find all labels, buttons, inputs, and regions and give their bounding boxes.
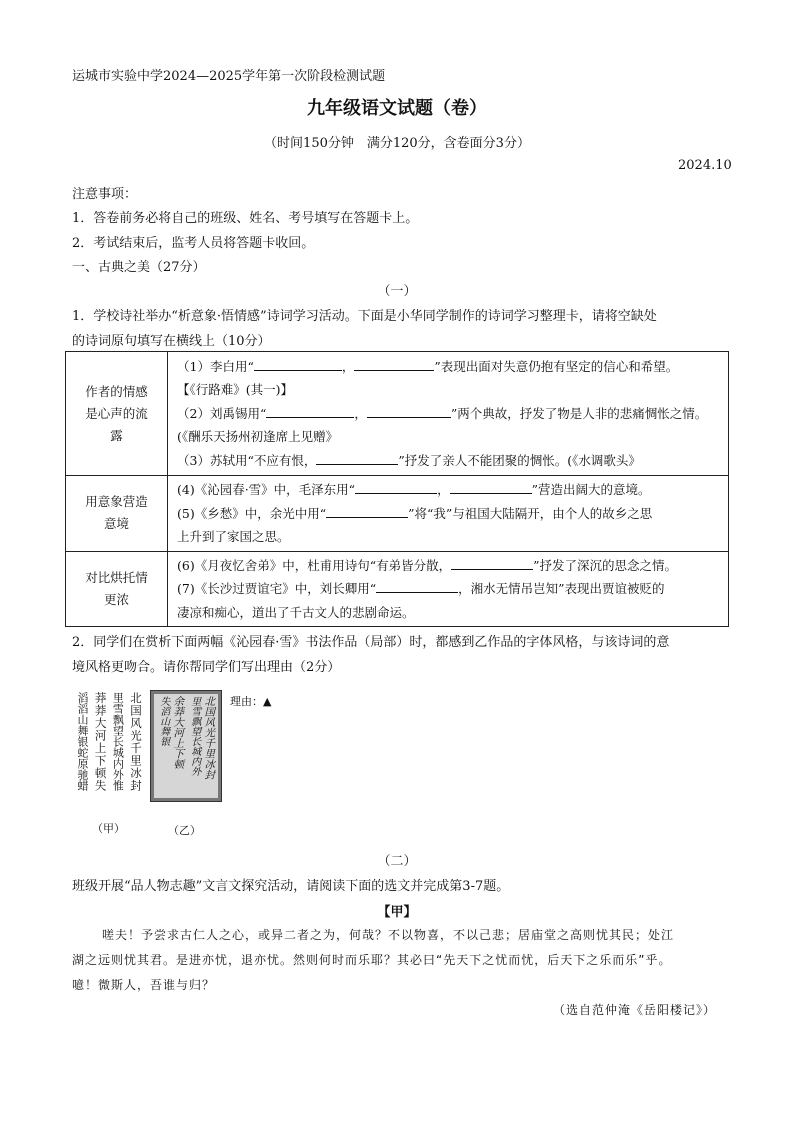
poetry-study-card — [65, 351, 729, 627]
answer-blank[interactable] — [367, 405, 451, 418]
part-label: （一） — [377, 284, 417, 299]
passage-line: 噫！微斯人，吾谁与归？ — [72, 978, 216, 992]
card-line: 凄凉和痴心，道出了千古文人的悲剧命运。 — [177, 604, 415, 620]
answer-blank[interactable] — [355, 481, 437, 494]
calligraphy-caption-a: （甲） — [92, 822, 125, 835]
part-label: （二） — [377, 854, 417, 869]
section-heading: 一、古典之美（27分） — [72, 260, 206, 275]
answer-blank[interactable] — [326, 505, 408, 518]
card-category — [66, 352, 168, 476]
exam-subtitle: （时间150分钟 满分120分，含卷面分3分） — [264, 136, 530, 151]
category-text: 是心声的流 — [85, 405, 148, 421]
school-exam-line: 运城市实验中学2024—2025学年第一次阶段检测试题 — [72, 69, 386, 84]
answer-blank[interactable] — [316, 452, 398, 465]
calligraphy-column: 失滔山舞银 — [157, 696, 169, 746]
passage-label: 【甲】 — [377, 905, 417, 920]
card-line: （2）刘禹锡用“ ， ”两个典故，抒发了物是人非的悲痛惆怅之情。 — [177, 405, 708, 421]
exam-date: 2024.10 — [678, 158, 732, 173]
page-title: 九年级语文试题（卷） — [307, 98, 487, 119]
category-text: 用意象营造 — [85, 494, 148, 510]
card-content — [168, 551, 729, 627]
question-1-text: 1．学校诗社举办“析意象·悟情感”诗词学习活动。下面是小华同学制作的诗词学习整理卡，请将空缺处 — [72, 309, 657, 324]
calligraphy-caption-b: （乙） — [168, 824, 201, 837]
card-row — [66, 551, 729, 627]
calligraphy-column: 余莽大河上下顿 — [172, 696, 185, 770]
card-line: （3）苏轼用“不应有恨， ”抒发了亲人不能团聚的惆怅。(《水调歌头》 — [177, 452, 641, 468]
card-line: (4)《沁园春·雪》中，毛泽东用“ ， ”营造出阔大的意境。 — [177, 482, 651, 497]
card-line: (7)《长沙过贾谊宅》中，刘长卿用“ ，湘水无情吊岂知”表现出贾谊被贬的 — [177, 581, 665, 596]
calligraphy-column: 北国风光千里冰封 — [128, 692, 143, 792]
answer-blank[interactable] — [376, 580, 458, 593]
answer-blank[interactable] — [266, 405, 354, 418]
card-line: 【《行路难》(其一)】 — [177, 382, 294, 398]
calligraphy-column: 莽莽大河上下顿失 — [93, 692, 108, 792]
answer-blank[interactable] — [450, 481, 532, 494]
notice-item: 2．考试结束后，监考人员将答题卡收回。 — [72, 236, 315, 251]
notice-heading: 注意事项： — [72, 187, 138, 202]
answer-blank[interactable] — [451, 557, 533, 570]
notice-item: 1．答卷前务必将自己的班级、姓名、考号填写在答题卡上。 — [72, 211, 419, 226]
card-line: (6)《月夜忆舍弟》中，杜甫用诗句“有弟皆分散， ”抒发了深沉的思念之情。 — [177, 557, 678, 573]
card-category — [66, 476, 168, 552]
part-2-intro: 班级开展“品人物志趣”文言文探究活动，请阅读下面的选文并完成第3-7题。 — [72, 879, 510, 894]
calligraphy-column: 滔滔山舞银蛇原驰蜡 — [76, 692, 89, 791]
card-line: 上升到了家国之思。 — [177, 529, 290, 544]
card-line: (《酬乐天扬州初逢席上见赠》 — [177, 429, 339, 445]
card-row — [66, 476, 729, 552]
card-line: （1）李白用“ ， ”表现出面对失意仍抱有坚定的信心和希望。 — [177, 358, 679, 374]
category-text: 更浓 — [103, 591, 129, 607]
card-content — [168, 476, 729, 552]
category-text: 作者的情感 — [85, 383, 148, 399]
card-line: (5)《乡愁》中，余光中用“ ”将“我”与祖国大陆隔开，由个人的故乡之思 — [177, 505, 653, 521]
card-category — [66, 551, 168, 627]
passage-line: 嗟夫！予尝求古仁人之心，或异二者之为，何哉？不以物喜，不以己悲；居庙堂之高则忧其民；处江 — [102, 928, 675, 942]
question-2-text: 2．同学们在赏析下面两幅《沁园春·雪》书法作品（局部）时，都感到乙作品的字体风格，与该诗词的意 — [72, 635, 670, 650]
calligraphy-column: 里雪飘望长城内外惟 — [111, 692, 125, 791]
passage-line: 湖之远则忧其君。是进亦忧，退亦忧。然则何时而乐耶？其必曰“先天下之忧而忧，后天下之乐而乐”乎。 — [72, 953, 672, 967]
calligraphy-work-a — [76, 692, 142, 812]
reason-answer-field[interactable]: 理由：▲ — [230, 695, 272, 708]
category-text: 对比烘托情 — [85, 569, 148, 585]
calligraphy-column: 里雪飘望长城内外 — [188, 696, 200, 776]
answer-blank[interactable] — [354, 358, 434, 371]
question-2-text-cont: 境风格更吻合。请你帮同学们写出理由（2分） — [72, 660, 341, 675]
calligraphy-column: 北国风光千里冰封 — [203, 696, 216, 780]
question-1-text-cont: 的诗词原句填写在横线上（10分） — [72, 334, 271, 349]
answer-blank[interactable] — [254, 358, 342, 371]
calligraphy-work-b — [150, 690, 222, 802]
passage-source: （选自范仲淹《岳阳楼记》） — [553, 1003, 717, 1017]
card-row — [66, 352, 729, 476]
category-text: 露 — [110, 427, 123, 443]
card-content — [168, 352, 729, 476]
category-text: 意境 — [103, 516, 129, 532]
